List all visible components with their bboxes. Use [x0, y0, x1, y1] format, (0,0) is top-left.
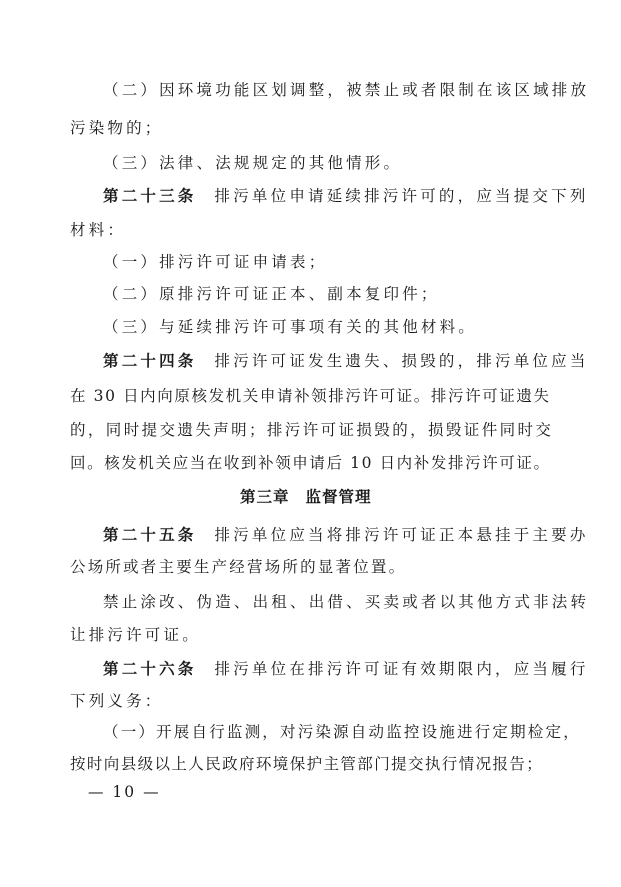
paragraph-line: 污染物的；: [70, 119, 164, 137]
paragraph-line: 公场所或者主要生产经营场所的显著位置。: [70, 558, 407, 576]
page-number: — 10 —: [88, 783, 161, 801]
article-text: 排污单位申请延续排污许可的，应当提交下列: [214, 187, 589, 205]
chapter-heading: [240, 487, 372, 507]
list-item: （二）原排污许可证正本、副本复印件；: [103, 285, 440, 303]
list-item: （一）开展自行监测，对污染源自动监控设施进行定期检定，: [103, 723, 581, 741]
article-text: 排污单位应当将排污许可证正本悬挂于主要办: [214, 526, 589, 544]
article-text: 排污单位在排污许可证有效期限内，应当履行: [214, 660, 589, 678]
chapter-name: 监督管理: [305, 487, 372, 506]
paragraph-line: 材料：: [70, 221, 127, 239]
paragraph-line: 按时向县级以上人民政府环境保护主管部门提交执行情况报告；: [70, 755, 544, 773]
list-item: （一）排污许可证申请表；: [103, 253, 328, 271]
article-title: 第二十四条: [103, 351, 197, 370]
article-23-line: [103, 186, 589, 206]
paragraph-line: 的，同时提交遗失声明；排污许可证损毁的，损毁证件同时交: [70, 421, 554, 439]
chapter-number: 第三章: [240, 487, 290, 506]
paragraph-line: 回。核发机关应当在收到补领申请后 10 日内补发排污许可证。: [70, 454, 551, 472]
paragraph-line: （二）因环境功能区划调整，被禁止或者限制在该区域排放: [103, 81, 590, 99]
paragraph-line: （三）法律、法规规定的其他情形。: [103, 154, 403, 172]
article-title: 第二十五条: [103, 525, 197, 544]
article-25-line: [103, 525, 589, 545]
article-26-line: [103, 659, 589, 679]
paragraph-line: 下列义务：: [70, 692, 164, 710]
article-title: 第二十三条: [103, 186, 197, 205]
list-item: （三）与延续排污许可事项有关的其他材料。: [103, 318, 478, 336]
paragraph-line: 禁止涂改、伪造、出租、出借、买卖或者以其他方式非法转: [103, 593, 590, 611]
article-24-line: [103, 351, 589, 371]
article-text: 排污许可证发生遗失、损毁的，排污单位应当: [214, 352, 589, 370]
article-title: 第二十六条: [103, 659, 197, 678]
paragraph-line: 在 30 日内向原核发机关申请补领排污许可证。排污许可证遗失: [70, 387, 551, 405]
paragraph-line: 让排污许可证。: [70, 626, 201, 644]
